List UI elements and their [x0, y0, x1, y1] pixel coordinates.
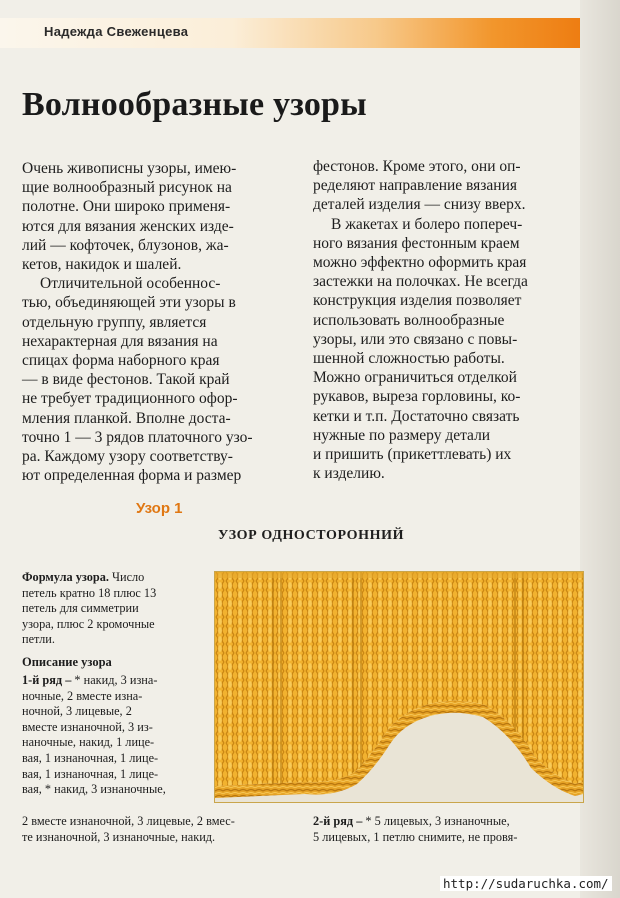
row-1-instructions	[22, 673, 212, 798]
text-line: ются для вязания женских изде-	[22, 217, 234, 235]
text-line: Очень живописны узоры, имею-	[22, 160, 237, 177]
text-line: В жакетах и болеро попереч-	[331, 215, 523, 233]
row1-line: * накид, 3 изна-	[74, 673, 158, 687]
text-line: к изделию.	[313, 465, 385, 483]
row-2-label: 2-й ряд –	[313, 814, 363, 828]
row1-line: ночной, 3 лицевые, 2	[22, 704, 132, 719]
text-line: кетки и т.п. Достаточно связать	[313, 407, 520, 425]
text-line: и пришить (прикеттлевать) их	[313, 446, 512, 464]
row-2-instructions	[313, 814, 585, 845]
text-line: мления планкой. Вполне доста-	[22, 409, 231, 427]
text-line: ра. Каждому узору соответству-	[22, 448, 233, 466]
row1-cont-line: 2 вместе изнаночной, 3 лицевые, 2 вмес-	[22, 814, 235, 828]
row2-line: * 5 лицевых, 3 изнаночные,	[362, 814, 510, 828]
paragraph-1	[22, 159, 292, 274]
text-line: нужные по размеру детали	[313, 426, 491, 444]
text-line: отдельную группу, является	[22, 313, 207, 331]
text-line: полотне. Они широко применя-	[22, 198, 231, 216]
text-line: ного вязания фестонным краем	[313, 234, 520, 252]
text-line: Отличительной особеннос-	[40, 275, 221, 293]
formula-line: петель кратно 18 плюс 13	[22, 585, 157, 600]
text-line: щие волнообразный рисунок на	[22, 179, 232, 197]
text-line: не требует традиционного офор-	[22, 390, 238, 408]
row2-line: 5 лицевых, 1 петлю снимите, не провя-	[313, 829, 518, 844]
row1-cont-line: те изнаночной, 3 изнаночные, накид.	[22, 829, 216, 844]
text-line: ределяют направление вязания	[313, 177, 518, 195]
row-1-label: 1-й ряд –	[22, 673, 72, 687]
knitting-sample-photo	[214, 571, 584, 803]
pattern-title: УЗОР ОДНОСТОРОННИЙ	[218, 528, 405, 543]
text-line: фестонов. Кроме этого, они оп-	[313, 158, 521, 175]
formula-line: петель для симметрии	[22, 601, 139, 616]
formula-line: узора, плюс 2 кромочные	[22, 616, 155, 631]
row1-line: вая, 1 изнаночная, 1 лице-	[22, 750, 159, 765]
text-line: ют определенная форма и размер	[22, 467, 242, 485]
description-heading: Описание узора	[22, 655, 112, 669]
paragraph-2	[22, 274, 292, 485]
formula-line: Число	[108, 570, 145, 584]
text-line: рукавов, выреза горловины, ко-	[313, 388, 521, 406]
text-line: точно 1 — 3 рядов платочного узо-	[22, 428, 253, 446]
pattern-label: Узор 1	[136, 500, 183, 517]
row1-line: вместе изнаночной, 3 из-	[22, 719, 153, 734]
text-line: Можно ограничиться отделкой	[313, 369, 517, 387]
text-line: деталей изделия — снизу вверх.	[313, 196, 526, 214]
text-line: использовать волнообразные	[313, 311, 505, 329]
row1-line: вая, 1 изнаночная, 1 лице-	[22, 766, 159, 781]
text-line: тью, объединяющей эти узоры в	[22, 294, 236, 312]
author-name: Надежда Свеженцева	[44, 24, 189, 39]
row-1-continuation	[22, 814, 294, 845]
text-line: шенной сложностью работы.	[313, 350, 505, 368]
text-line: спицах форма наборного края	[22, 352, 220, 370]
text-line: нехарактерная для вязания на	[22, 332, 218, 350]
formula-label: Формула узора.	[22, 570, 109, 584]
pattern-formula	[22, 570, 212, 648]
text-line: узоры, или это связано с повы-	[313, 330, 518, 348]
text-line: застежки на полочках. Не всегда	[313, 273, 528, 291]
formula-line: петли.	[22, 632, 55, 647]
row-1-text	[22, 673, 166, 796]
text-line: можно эффектно оформить края	[313, 254, 527, 272]
paragraph-4	[313, 215, 585, 484]
page-edge-shadow	[580, 0, 620, 898]
left-column	[22, 159, 292, 485]
right-column	[313, 157, 585, 483]
text-line: конструкция изделия позволяет	[313, 292, 522, 310]
text-line: кетов, накидок и шалей.	[22, 256, 182, 274]
row1-line: ночные, 2 вместе изна-	[22, 688, 143, 703]
row1-line: вая, * накид, 3 изнаночные,	[22, 782, 166, 797]
text-line: — в виде фестонов. Такой край	[22, 371, 230, 389]
text-line: лий — кофточек, блузонов, жа-	[22, 236, 229, 254]
watermark-url: http://sudaruchka.com/	[440, 876, 612, 891]
article-title: Волнообразные узоры	[22, 86, 367, 123]
row1-line: наночные, накид, 1 лице-	[22, 735, 155, 750]
paragraph-3	[313, 157, 585, 215]
